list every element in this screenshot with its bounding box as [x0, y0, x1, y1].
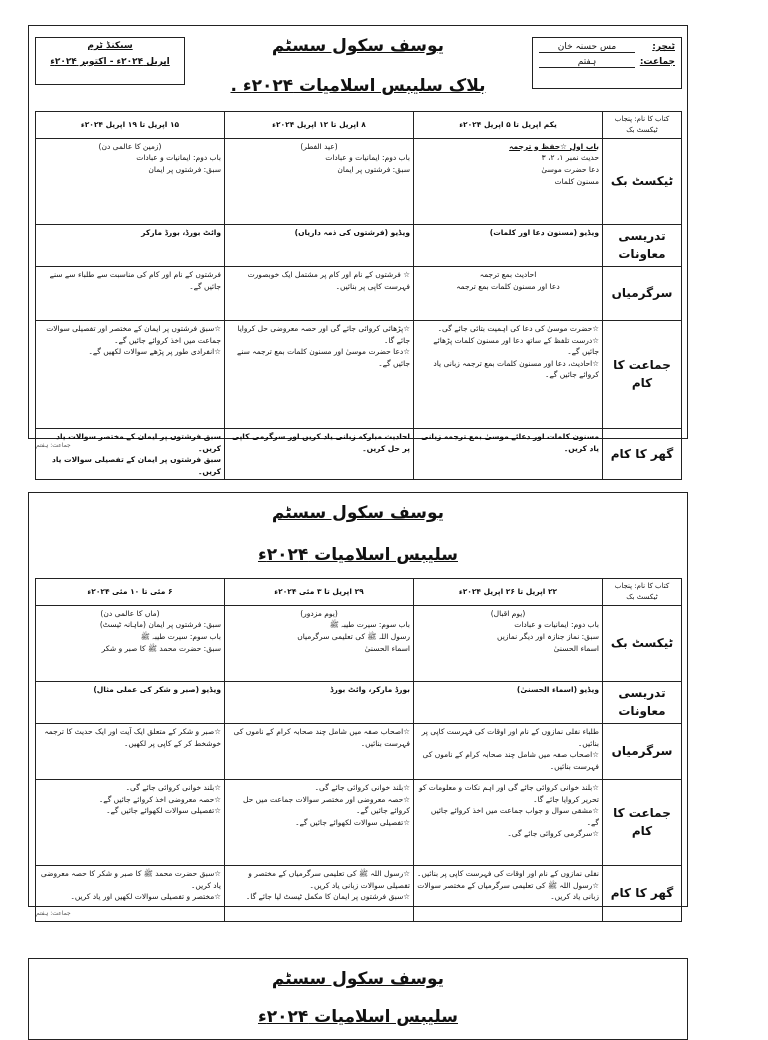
cell-line: حدیث نمبر ۱، ۲، ۳: [541, 153, 599, 163]
cell-line: ☆سرگرمی کروائی جائے گی۔: [507, 829, 599, 839]
cell-line: ☆صبر و شکر کے متعلق ایک آیت اور ایک حدیث کا ترجمہ خوشخط کر کے کاپی پر لکھیں۔: [44, 726, 221, 748]
table-cell: [225, 723, 414, 779]
cell-line: ☆ فرشتوں کے نام اور کام پر مشتمل ایک خوبصورت فہرست کاپی پر بنائیں۔: [247, 269, 410, 291]
table-cell: [225, 779, 414, 865]
table-cell: [225, 605, 414, 681]
cell-line: احادیث مبارکہ زبانی یاد کریں اور سرگرمی کاپی پر حل کریں۔: [231, 431, 410, 453]
syllabus-sheet-3: [28, 958, 688, 1040]
table-cell: [414, 605, 603, 681]
row-label-homework: گھر کا کام: [603, 428, 682, 480]
row-label-textbook: ٹیکسٹ بک: [603, 605, 682, 681]
week-date: ۲۲ اپریل تا ۲۶ اپریل ۲۰۲۴ء: [414, 579, 603, 606]
cell-line: اسماء الحسنیٰ: [553, 643, 599, 653]
school-name: یوسف سکول سسٹم: [271, 503, 445, 523]
cell-line: مسنون کلمات: [554, 176, 599, 186]
table-header-row: [36, 579, 682, 606]
cell-line: ☆تفصیلی سوالات لکھوائے جائیں گے۔: [295, 817, 410, 827]
table-cell: بورڈ مارکر، وائٹ بورڈ: [225, 681, 414, 723]
week-date: ۶ مئی تا ۱۰ مئی ۲۰۲۴ء: [36, 579, 225, 606]
cell-line: ☆حصہ معروضی اور مختصر سوالات جماعت میں حل کروائے جائیں گے۔: [242, 794, 410, 816]
cell-line: سبق: فرشتوں پر ایمان (ماہانہ ٹیسٹ): [99, 620, 221, 630]
row-label-aids: تدریسی معاونات: [603, 224, 682, 266]
cell-line: دعا اور مسنون کلمات بمع ترجمہ: [456, 281, 560, 291]
syllabus-title: سلیبس اسلامیات ۲۰۲۴ء: [257, 545, 458, 565]
cell-line: باب دوم: ایمانیات و عبادات: [325, 153, 410, 163]
table-row: [36, 428, 682, 480]
table-row: [36, 320, 682, 428]
cell-line: سبق فرشتوں پر ایمان کے تفصیلی سوالات یاد کریں۔: [51, 455, 221, 476]
table-cell: ویڈیو (مسنون دعا اور کلمات): [414, 224, 603, 266]
row-label-homework: گھر کا کام: [603, 865, 682, 921]
cell-line: دعا حضرت موسیٰ: [541, 164, 599, 174]
table-cell: [36, 266, 225, 320]
cell-line: باب اول ☆حفظ و ترجمہ: [509, 141, 599, 151]
row-label-classwork: جماعت کا کام: [603, 779, 682, 865]
table-row: [36, 138, 682, 224]
table-cell: [414, 266, 603, 320]
cell-line: نفلی نمازوں کے نام اور اوقات کی فہرست کاپی پر بنائیں۔: [417, 868, 599, 878]
footnote: جماعت: ہفتم: [36, 442, 71, 449]
cell-line: ☆دعا حضرت موسیٰ اور مسنون کلمات بمع ترجمہ سنے جائیں گے۔: [236, 347, 410, 368]
table-row: [36, 865, 682, 921]
week-date: یکم اپریل تا ۵ اپریل ۲۰۲۴ء: [414, 112, 603, 139]
table-cell: [36, 605, 225, 681]
table-row: [36, 779, 682, 865]
book-name-cell: کتاب کا نام: پنجاب ٹیکسٹ بک: [603, 579, 682, 606]
cell-line: ☆سبق فرشتوں پر ایمان کے مختصر اور تفصیلی سوالات جماعت میں اخذ کروائے جائیں گے۔: [46, 323, 221, 345]
table-cell: [414, 865, 603, 921]
table-cell: ویڈیو (صبر و شکر کی عملی مثال): [36, 681, 225, 723]
table-cell: [36, 138, 225, 224]
table-cell: [414, 428, 603, 480]
week-date: ۲۹ اپریل تا ۳ مئی ۲۰۲۴ء: [225, 579, 414, 606]
table-row: [36, 681, 682, 723]
cell-line: سبق: فرشتوں پر ایمان: [148, 164, 221, 174]
table-cell: ویڈیو (فرشتوں کی ذمہ داریاں): [225, 224, 414, 266]
teacher-box: [532, 37, 682, 89]
syllabus-title: بلاک سلیبس اسلامیات ۲۰۲۴ء .: [230, 76, 486, 96]
cell-line: (عید الفطر): [300, 141, 338, 151]
table-cell: [414, 779, 603, 865]
syllabus-sheet-2: [28, 492, 688, 907]
teacher-name: مس حسنہ خان: [539, 42, 635, 53]
cell-line: ☆رسول اللہ ﷺ کی تعلیمی سرگرمیاں کے مختصر سوالات زبانی یاد کریں۔: [417, 880, 599, 902]
cell-line: ☆حصہ معروضی اخذ کروائے جائیں گے۔: [98, 794, 221, 804]
cell-line: ☆رسول اللہ ﷺ کی تعلیمی سرگرمیاں کے مختصر و تفصیلی سوالات زبانی یاد کریں۔: [248, 868, 410, 890]
table-header-row: [36, 112, 682, 139]
cell-line: ☆پڑھائی کروائی جائے گی اور حصہ معروضی حل کروایا جائے گا۔: [237, 323, 410, 345]
cell-line: ☆تفصیلی سوالات لکھوائے جائیں گے۔: [106, 806, 221, 816]
cell-line: اسماء الحسنیٰ: [364, 643, 410, 653]
row-label-classwork: جماعت کا کام: [603, 320, 682, 428]
row-label-textbook: ٹیکسٹ بک: [603, 138, 682, 224]
teacher-label: ٹیچر:: [652, 42, 675, 52]
cell-line: سبق: فرشتوں پر ایمان: [337, 164, 410, 174]
class-value: ہفتم: [539, 57, 635, 68]
cell-line: سبق: نماز جنازہ اور دیگر نمازیں: [497, 631, 599, 641]
week-date: ۱۵ اپریل تا ۱۹ اپریل ۲۰۲۴ء: [36, 112, 225, 139]
term-name: سیکنڈ ٹرم: [87, 41, 133, 51]
table-cell: [414, 320, 603, 428]
cell-line: ☆بلند خوانی کروائی جائے گی۔: [314, 782, 410, 792]
table-cell: [225, 428, 414, 480]
sheet-header: [29, 959, 687, 1025]
cell-line: فرشتوں کے نام اور کام کی مناسبت سے طلباء سے سنے جائیں گے۔: [49, 269, 221, 291]
cell-line: ☆احادیث، دعا اور مسنون کلمات بمع ترجمہ زبانی یاد کروائے جائیں گے۔: [433, 358, 599, 380]
cell-line: ☆بلند خوانی کروائی جائے گی اور اہم نکات و معلومات کو تحریر کروایا جائے گا۔: [418, 782, 599, 804]
row-label-activities: سرگرمیاں: [603, 266, 682, 320]
cell-line: (یوم اقبال): [490, 608, 526, 618]
table-cell: [225, 266, 414, 320]
table-cell: وائٹ بورڈ، بورڈ مارکر: [36, 224, 225, 266]
table-cell: [36, 779, 225, 865]
syllabus-sheet-1: [28, 25, 688, 476]
table-row: [36, 266, 682, 320]
cell-line: سبق: حضرت محمد ﷺ کا صبر و شکر: [101, 643, 221, 653]
book-name-cell: کتاب کا نام: پنجاب ٹیکسٹ بک: [603, 112, 682, 139]
cell-line: مسنون کلمات اور دعائے موسیٰ بمع ترجمہ زبانی یاد کریں۔: [420, 431, 599, 453]
table-row: [36, 224, 682, 266]
cell-line: باب دوم: ایمانیات و عبادات: [136, 153, 221, 163]
table-cell: [36, 723, 225, 779]
school-name: یوسف سکول سسٹم: [271, 36, 445, 56]
cell-line: ☆انفرادی طور پر پڑھے سوالات لکھیں گے۔: [88, 347, 221, 357]
table-cell: ویڈیو (اسماء الحسنیٰ): [414, 681, 603, 723]
footnote: جماعت: ہفتم: [36, 910, 71, 917]
table-row: [36, 723, 682, 779]
row-label-activities: سرگرمیاں: [603, 723, 682, 779]
table-cell: [36, 428, 225, 480]
school-name: یوسف سکول سسٹم: [271, 969, 445, 989]
syllabus-table: [35, 578, 682, 922]
week-date: ۸ اپریل تا ۱۲ اپریل ۲۰۲۴ء: [225, 112, 414, 139]
table-cell: [414, 723, 603, 779]
cell-line: طلباء نفلی نمازوں کے نام اور اوقات کی فہرست کاپی پر بنائیں۔: [421, 726, 599, 748]
cell-line: (زمین کا عالمی دن): [98, 141, 162, 151]
cell-line: سبق فرشتوں پر ایمان کے مختصر سوالات یاد کریں۔: [56, 431, 221, 453]
sheet-header: [29, 493, 687, 578]
table-row: [36, 605, 682, 681]
cell-line: ☆درست تلفظ کے ساتھ دعا اور مسنون کلمات پڑھائے جائیں گے۔: [433, 335, 599, 357]
cell-line: ☆حضرت موسیٰ کی دعا کی اہمیت بتائی جائے گی۔: [437, 323, 599, 333]
row-label-aids: تدریسی معاونات: [603, 681, 682, 723]
cell-line: ☆اصحاب صفہ میں شامل چند صحابہ کرام کے ناموں کی فہرست بنائیں۔: [422, 750, 599, 771]
cell-line: باب سوم: سیرت طیبہ ﷺ: [329, 620, 410, 630]
syllabus-title: سلیبس اسلامیات ۲۰۲۴ء: [257, 1007, 458, 1027]
table-cell: [36, 320, 225, 428]
cell-line: ☆مشقی سوال و جواب جماعت میں اخذ کروائے جائیں گے۔: [430, 806, 599, 827]
cell-line: باب سوم: سیرت طیبہ ﷺ: [140, 631, 221, 641]
sheet-header: [29, 26, 687, 111]
cell-line: (ماں کا عالمی دن): [100, 608, 160, 618]
table-cell: [225, 865, 414, 921]
cell-line: ☆سبق حضرت محمد ﷺ کا صبر و شکر کا حصہ معروضی یاد کریں۔: [40, 868, 221, 890]
cell-line: رسول اللہ ﷺ کی تعلیمی سرگرمیاں: [297, 631, 410, 641]
cell-line: ☆مختصر و تفصیلی سوالات لکھیں اور یاد کریں۔: [70, 892, 221, 902]
syllabus-table: [35, 111, 682, 480]
table-cell: [414, 138, 603, 224]
term-period: اپریل ۲۰۲۴ء - اکتوبر ۲۰۲۴ء: [50, 57, 170, 67]
cell-line: ☆اصحاب صفہ میں شامل چند صحابہ کرام کے ناموں کی فہرست بنائیں۔: [233, 726, 410, 748]
class-label: جماعت:: [639, 57, 675, 67]
table-cell: [225, 320, 414, 428]
cell-line: احادیث بمع ترجمہ: [479, 269, 537, 279]
cell-line: ☆بلند خوانی کروائی جائے گی۔: [125, 782, 221, 792]
cell-line: باب دوم: ایمانیات و عبادات: [514, 620, 599, 630]
table-cell: [225, 138, 414, 224]
cell-line: (یوم مزدور): [300, 608, 338, 618]
cell-line: ☆سبق فرشتوں پر ایمان کا مکمل ٹیسٹ لیا جائے گا۔: [245, 892, 410, 902]
